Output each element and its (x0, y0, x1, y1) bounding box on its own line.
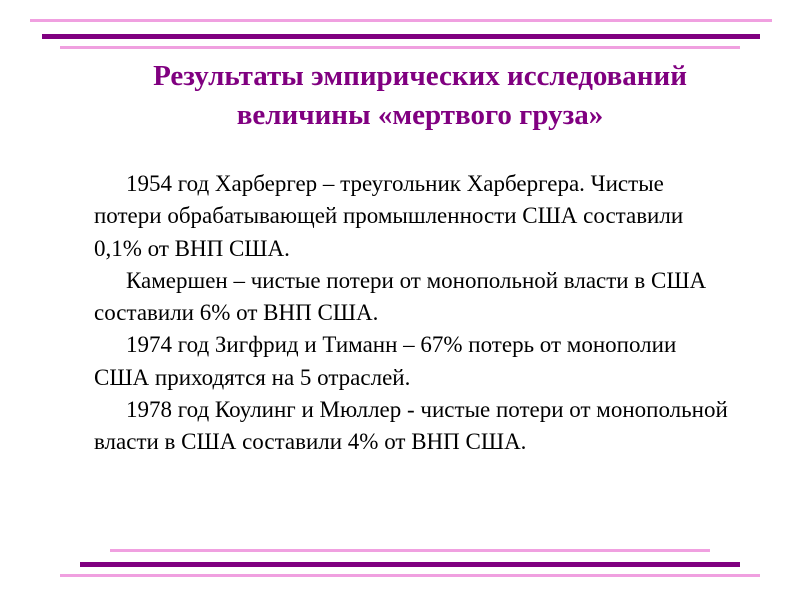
slide-body (94, 168, 734, 459)
bottom-purple-rule (80, 562, 740, 567)
paragraph-siegfried-tiemann: 1974 год Зигфрид и Тиманн – 67% потерь от монополии США приходятся на 5 отраслей. (94, 332, 677, 390)
title-line-1: Результаты эмпирических исследований (153, 60, 687, 92)
bottom-pink-rule-2 (60, 574, 760, 577)
paragraph-harberger: 1954 год Харбергер – треугольник Харбергера. Чистые потери обрабатывающей промышленности США составили 0,1% от ВНП США. (94, 171, 684, 261)
slide-title (60, 57, 780, 135)
top-pink-rule-2 (60, 46, 740, 49)
paragraph-cowling-mueller: 1978 год Коулинг и Мюллер - чистые потери от монопольной власти в США составили 4% от ВНП США. (94, 397, 728, 455)
top-purple-rule (42, 34, 760, 39)
title-line-2: величины «мертвого груза» (236, 99, 604, 131)
paragraph-kamerschen: Камершен – чистые потери от монопольной власти в США составили 6% от ВНП США. (94, 267, 707, 326)
top-pink-rule-1 (30, 19, 772, 22)
bottom-pink-rule-1 (110, 549, 710, 552)
